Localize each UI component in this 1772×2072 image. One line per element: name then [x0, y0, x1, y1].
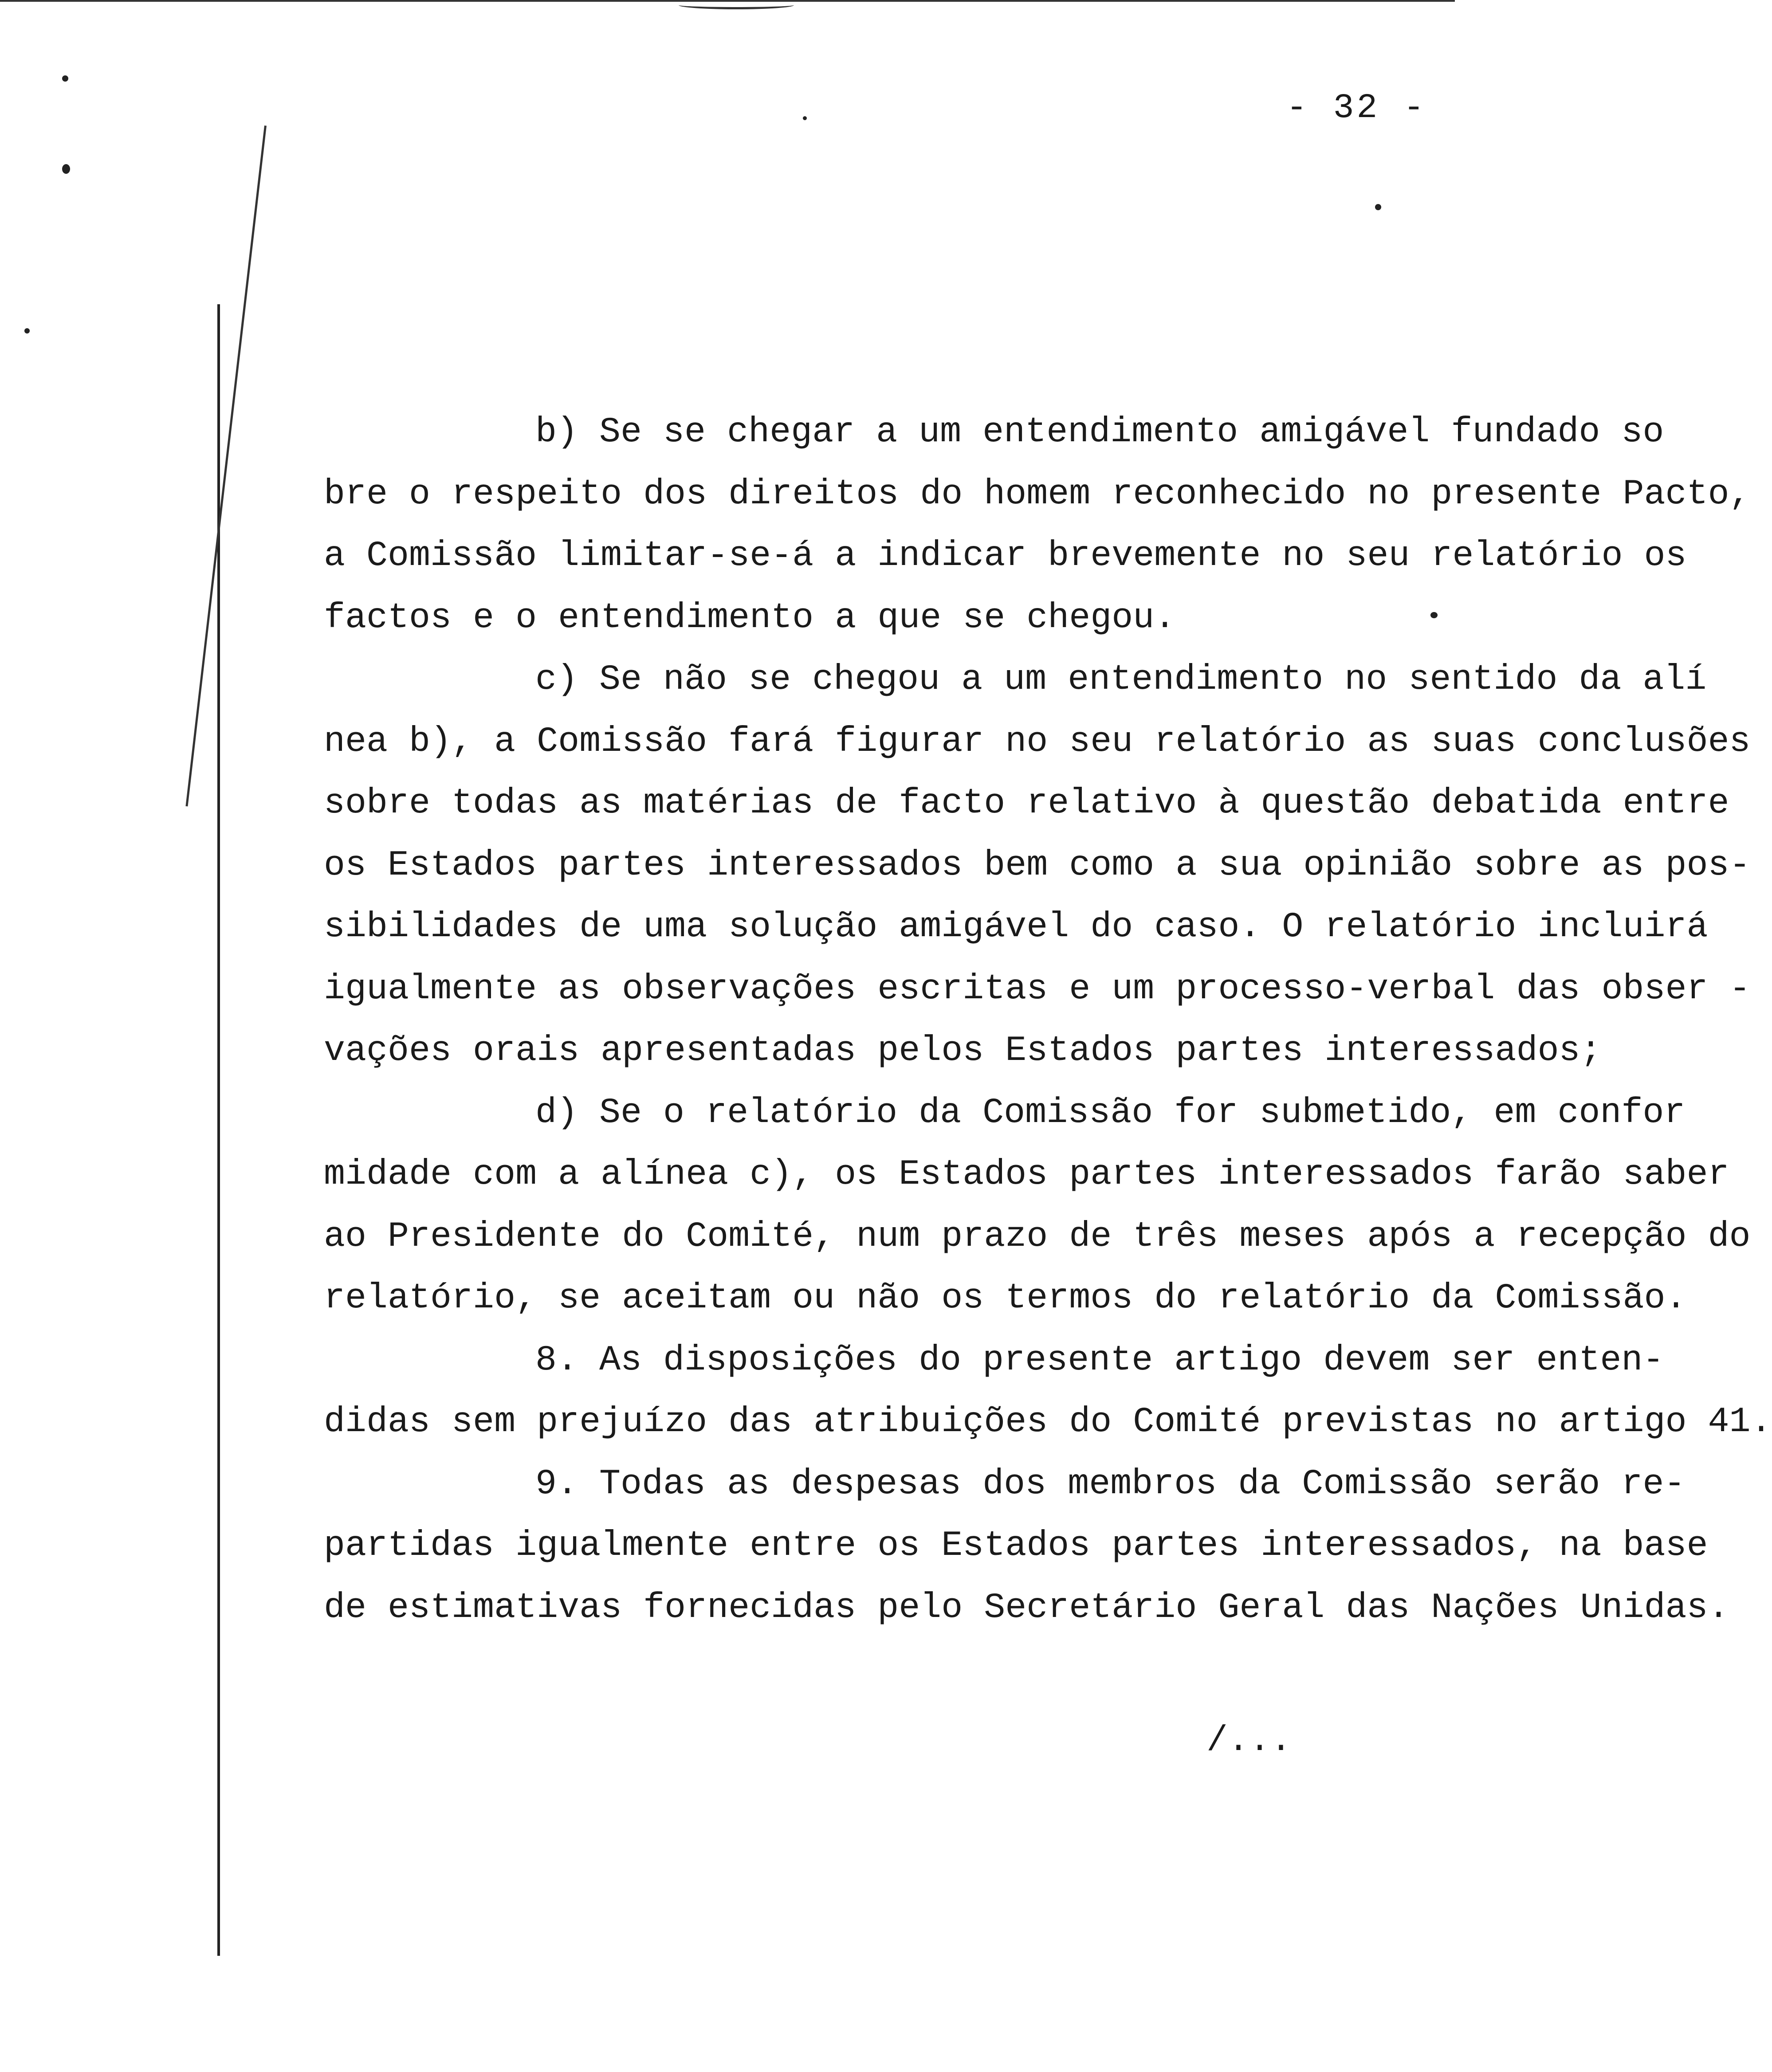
text-line: d) Se o relatório da Comissão for submetido, em confor: [535, 1092, 1686, 1133]
scan-speck: [62, 164, 70, 174]
margin-line: [217, 304, 220, 1956]
text-line: partidas igualmente entre os Estados partes interessados, na base: [324, 1526, 1708, 1566]
text-line: 8. As disposições do presente artigo devem ser enten-: [535, 1340, 1664, 1381]
scan-speck: [24, 328, 30, 334]
text-line: sibilidades de uma solução amigável do caso. O relatório incluirá: [324, 907, 1708, 947]
scan-speck: [803, 116, 807, 120]
text-line: relatório, se aceitam ou não os termos do relatório da Comissão.: [324, 1278, 1687, 1319]
page-number: - 32 -: [1286, 89, 1427, 128]
text-line: os Estados partes interessados bem como a sua opinião sobre as pos-: [324, 845, 1751, 886]
text-line: de estimativas fornecidas pelo Secretário Geral das Nações Unidas.: [324, 1587, 1729, 1628]
text-line: bre o respeito dos direitos do homem reconhecido no presente Pacto,: [324, 474, 1751, 514]
text-line: sobre todas as matérias de facto relativo à questão debatida entre: [324, 783, 1729, 824]
text-line: nea b), a Comissão fará figurar no seu relatório as suas conclusões: [324, 721, 1751, 762]
text-line: factos e o entendimento a que se chegou.: [324, 597, 1176, 638]
text-line: b) Se se chegar a um entendimento amigável fundado so: [535, 412, 1664, 452]
text-line: ao Presidente do Comité, num prazo de três meses após a recepção do: [324, 1216, 1751, 1257]
text-line: igualmente as observações escritas e um processo-verbal das obser -: [324, 969, 1751, 1009]
text-line: vações orais apresentadas pelos Estados partes interessados;: [324, 1031, 1602, 1071]
scan-artifact: [679, 1, 794, 9]
scan-speck: [1375, 204, 1381, 210]
text-line: 9. Todas as despesas dos membros da Comissão serão re-: [535, 1464, 1686, 1504]
text-line: didas sem prejuízo das atribuições do Comité previstas no artigo 41.: [324, 1402, 1772, 1442]
scan-speck: [62, 75, 68, 82]
scan-speck: [1430, 612, 1438, 618]
text-line: c) Se não se chegou a um entendimento no sentido da alí: [535, 659, 1707, 700]
continuation-mark: /...: [1206, 1721, 1292, 1761]
margin-stroke: [185, 126, 267, 806]
text-line: midade com a alínea c), os Estados partes interessados farão saber: [324, 1154, 1729, 1195]
text-line: a Comissão limitar-se-á a indicar brevemente no seu relatório os: [324, 536, 1687, 576]
